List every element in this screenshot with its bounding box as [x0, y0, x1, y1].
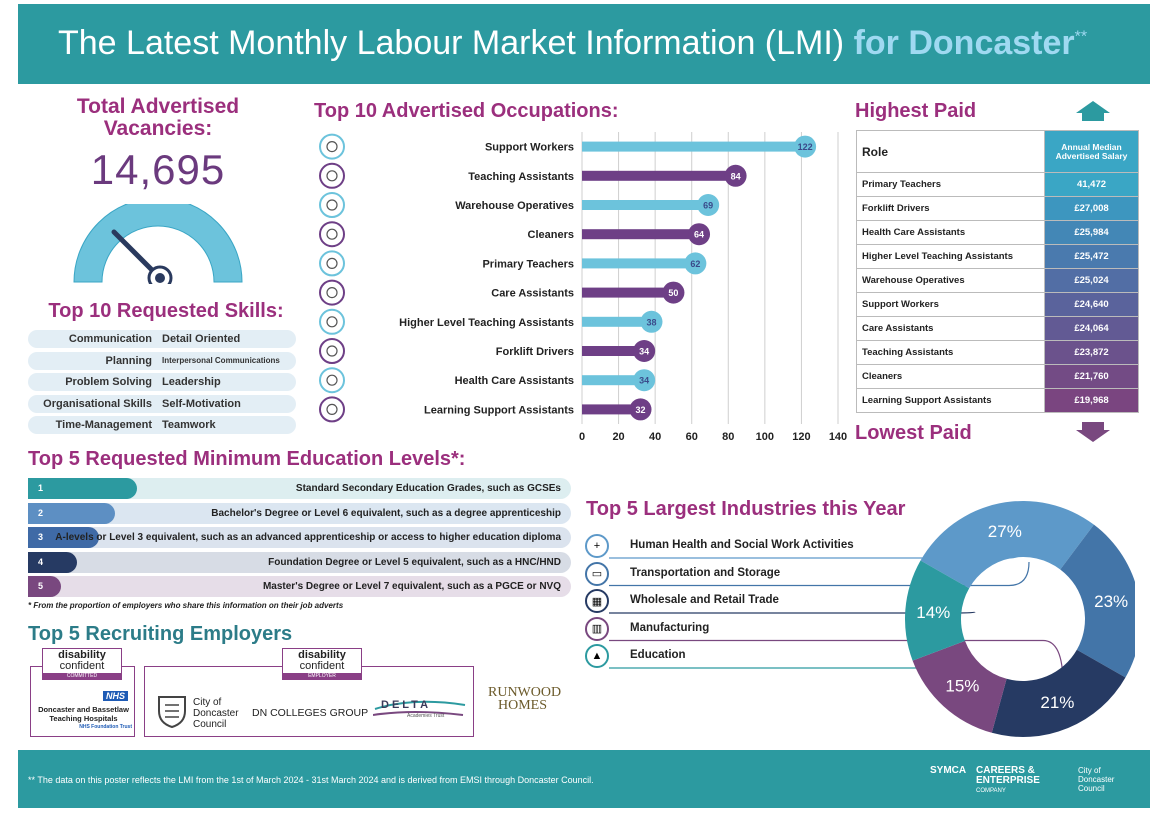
occupation-icon — [320, 135, 344, 159]
occupation-icon — [320, 222, 344, 246]
education-label: A-levels or Level 3 equivalent, such as an advanced apprenticeship or access to higher education diploma — [55, 532, 561, 543]
education-label: Standard Secondary Education Grades, such as GCSEs — [295, 483, 561, 494]
skill-label-right: Detail Oriented — [162, 333, 241, 345]
dn-colleges-logo: DN COLLEGES GROUP — [252, 707, 369, 719]
x-tick-label: 40 — [649, 431, 662, 443]
delta-logo: DELTA — [381, 699, 432, 711]
salary-row — [857, 293, 1139, 317]
col-salary-header: Annual Median Advertised Salary — [1045, 131, 1139, 173]
industry-label: Human Health and Social Work Activities — [630, 539, 854, 551]
education-rank: 5 — [38, 581, 44, 591]
occupation-bar — [582, 142, 805, 152]
bar-value-label: 50 — [668, 288, 679, 299]
category-label: Support Workers — [484, 141, 574, 154]
education-row — [28, 576, 571, 597]
salary-role: Higher Level Teaching Assistants — [857, 245, 1045, 269]
runwood-homes-logo: RUNWOOD HOMES — [488, 685, 562, 713]
skill-row — [28, 330, 296, 348]
skill-label-left: Communication — [68, 333, 152, 345]
occupation-icon — [320, 310, 344, 334]
education-row — [28, 503, 571, 524]
header-banner — [18, 4, 1150, 84]
salary-table — [856, 130, 1139, 413]
title-place: for Doncaster — [853, 24, 1075, 62]
bar-value-label: 69 — [703, 200, 714, 211]
skill-row — [28, 352, 296, 370]
footer-note: ** The data on this poster reflects the LMI from the 1st of March 2024 - 31st March 2024 and is derived from EMSI through Doncaster Council. — [28, 775, 594, 785]
x-tick-label: 120 — [792, 431, 811, 443]
bar-value-label: 64 — [694, 229, 705, 240]
salary-row — [857, 317, 1139, 341]
salary-role: Support Workers — [857, 293, 1045, 317]
education-row — [28, 552, 571, 573]
education-label: Master's Degree or Level 7 equivalent, such as a PGCE or NVQ — [262, 581, 561, 592]
occupation-icon — [320, 339, 344, 363]
category-label: Learning Support Assistants — [424, 404, 574, 417]
title-main: The Latest Monthly Labour Market Information (LMI) — [58, 24, 845, 62]
x-tick-label: 20 — [612, 431, 625, 443]
occupations-bar-chart — [308, 126, 848, 444]
industry-label: Manufacturing — [630, 621, 710, 634]
category-label: Cleaners — [527, 229, 574, 242]
vacancies-value: 14,695 — [90, 146, 226, 193]
nhs-logo: NHS — [103, 691, 128, 701]
skill-row — [28, 395, 296, 413]
occupation-bar — [582, 229, 699, 239]
occupation-icon — [320, 368, 344, 392]
industry-label: Education — [630, 649, 686, 661]
x-tick-label: 80 — [722, 431, 735, 443]
occupation-icon — [320, 251, 344, 275]
vacancies-gauge — [68, 204, 248, 284]
skill-row — [28, 373, 296, 391]
x-tick-label: 60 — [685, 431, 698, 443]
salary-value: £19,968 — [1045, 389, 1139, 413]
donut-value-label: 27% — [987, 521, 1022, 541]
x-tick-label: 100 — [755, 431, 775, 443]
salary-table-header — [857, 131, 1139, 173]
skill-label-left: Organisational Skills — [43, 397, 152, 410]
bar-value-label: 32 — [635, 404, 646, 415]
salary-value: £21,760 — [1045, 365, 1139, 389]
salary-role: Care Assistants — [857, 317, 1045, 341]
salary-value: £23,872 — [1045, 341, 1139, 365]
category-label: Primary Teachers — [482, 258, 574, 271]
category-label: Teaching Assistants — [468, 170, 574, 183]
careers-enterprise-logo: CAREERS & ENTERPRISE COMPANY — [976, 765, 1040, 794]
salary-role: Cleaners — [857, 365, 1045, 389]
nhs-name: Doncaster and Bassetlaw Teaching Hospitals NHS Foundation Trust — [38, 705, 132, 730]
disability-confident-employer-badge: disability confident EMPLOYER — [282, 648, 362, 680]
salary-role: Learning Support Assistants — [857, 389, 1045, 413]
category-label: Forklift Drivers — [495, 346, 574, 358]
skill-label-right: Interpersonal Communications — [162, 356, 280, 365]
footer-council-logo: City of Doncaster Council — [1078, 766, 1115, 793]
salary-value: £25,984 — [1045, 221, 1139, 245]
vacancies-title-line2: Vacancies: — [103, 117, 213, 140]
employers-title: Top 5 Recruiting Employers — [28, 623, 293, 645]
education-label: Foundation Degree or Level 5 equivalent, such as a HNC/HND — [268, 556, 561, 568]
council-crest-icon — [155, 693, 189, 729]
occupation-icon — [320, 281, 344, 305]
bar-value-label: 122 — [797, 142, 813, 153]
category-label: Care Assistants — [491, 287, 574, 300]
salary-row — [857, 245, 1139, 269]
category-label: Warehouse Operatives — [455, 200, 574, 212]
salary-role: Warehouse Operatives — [857, 269, 1045, 293]
occupation-icon — [320, 164, 344, 188]
industries-title: Top 5 Largest Industries this Year — [586, 498, 906, 520]
category-label: Higher Level Teaching Assistants — [399, 316, 574, 329]
arrow-up-icon — [1076, 101, 1110, 121]
education-bar — [28, 478, 137, 499]
medical-cross-icon: + — [585, 534, 609, 558]
category-label: Health Care Assistants — [454, 375, 574, 388]
salary-value: £27,008 — [1045, 197, 1139, 221]
bar-value-label: 62 — [690, 258, 701, 269]
arrow-down-icon — [1076, 422, 1110, 442]
salary-value: £25,024 — [1045, 269, 1139, 293]
education-title: Top 5 Requested Minimum Education Levels*: — [28, 448, 466, 470]
x-tick-label: 0 — [578, 431, 586, 443]
salary-row — [857, 269, 1139, 293]
donut-value-label: 14% — [916, 602, 951, 622]
skill-row — [28, 416, 296, 434]
occupation-bar — [582, 200, 708, 210]
education-rank: 3 — [38, 532, 44, 542]
education-row — [28, 478, 571, 499]
skill-label-left: Time-Management — [55, 419, 152, 431]
disability-confident-committed-badge: disability confident COMMITTED — [42, 648, 122, 680]
salary-role: Primary Teachers — [857, 173, 1045, 197]
skill-label-right: Leadership — [162, 376, 221, 388]
donut-value-label: 15% — [945, 676, 980, 696]
education-row — [28, 527, 571, 548]
education-bar — [28, 576, 61, 597]
education-label: Bachelor's Degree or Level 6 equivalent, such as a degree apprenticeship — [211, 507, 561, 519]
skill-label-right: Teamwork — [162, 419, 216, 431]
donut-value-label: 23% — [1094, 591, 1129, 611]
education-rank: 1 — [38, 483, 44, 493]
salary-row — [857, 341, 1139, 365]
salary-value: 41,472 — [1045, 173, 1139, 197]
council-logo-text: City of Doncaster Council — [193, 697, 239, 730]
skills-title: Top 10 Requested Skills: — [48, 300, 284, 322]
lowest-paid-title: Lowest Paid — [855, 422, 972, 444]
salary-value: £24,640 — [1045, 293, 1139, 317]
occupation-bar — [582, 258, 695, 268]
footer-banner — [18, 750, 1150, 808]
skills-list — [28, 330, 296, 438]
lmi-poster — [18, 4, 1150, 808]
education-list — [28, 478, 571, 601]
bar-value-label: 34 — [639, 346, 650, 357]
vacancies-title-line1: Total Advertised — [76, 95, 240, 118]
symca-logo: SYMCA — [930, 765, 967, 776]
x-tick-label: 140 — [828, 431, 848, 443]
page-title — [58, 24, 1087, 63]
salary-row — [857, 365, 1139, 389]
cash-register-icon: ▦ — [585, 589, 609, 613]
education-rank: 2 — [38, 507, 44, 518]
occupation-icon — [320, 193, 344, 217]
industries-donut-chart — [905, 494, 1135, 744]
occupation-bar — [582, 171, 736, 181]
salary-role: Forklift Drivers — [857, 197, 1045, 221]
occupation-bar — [582, 288, 673, 298]
education-bar — [28, 552, 77, 573]
salary-row — [857, 221, 1139, 245]
salary-row — [857, 173, 1139, 197]
truck-icon: ▭ — [585, 562, 609, 586]
education-note: * From the proportion of employers who share this information on their job adverts — [28, 601, 344, 610]
bar-value-label: 34 — [639, 375, 650, 386]
occupations-title: Top 10 Advertised Occupations: — [314, 100, 619, 122]
salary-value: £24,064 — [1045, 317, 1139, 341]
skill-label-left: Problem Solving — [65, 376, 152, 388]
industry-label: Transportation and Storage — [630, 566, 781, 579]
bar-value-label: 38 — [646, 317, 657, 328]
title-footnote-mark: ** — [1074, 28, 1088, 46]
occupation-icon — [320, 397, 344, 421]
salary-role: Health Care Assistants — [857, 221, 1045, 245]
vacancies-title — [58, 96, 258, 140]
salary-role: Teaching Assistants — [857, 341, 1045, 365]
highest-paid-title: Highest Paid — [855, 100, 977, 122]
education-rank: 4 — [38, 556, 44, 567]
donut-value-label: 21% — [1040, 693, 1075, 713]
industry-label: Wholesale and Retail Trade — [630, 594, 779, 606]
factory-icon: ▥ — [585, 617, 609, 641]
salary-row — [857, 389, 1139, 413]
salary-row — [857, 197, 1139, 221]
salary-value: £25,472 — [1045, 245, 1139, 269]
skill-label-left: Planning — [105, 354, 152, 367]
delta-sub: Academies Trust — [407, 713, 445, 719]
col-role-header: Role — [857, 131, 1045, 173]
graduation-cap-icon: ▲ — [585, 644, 609, 668]
skill-label-right: Self-Motivation — [162, 397, 241, 410]
bar-value-label: 84 — [730, 171, 741, 182]
